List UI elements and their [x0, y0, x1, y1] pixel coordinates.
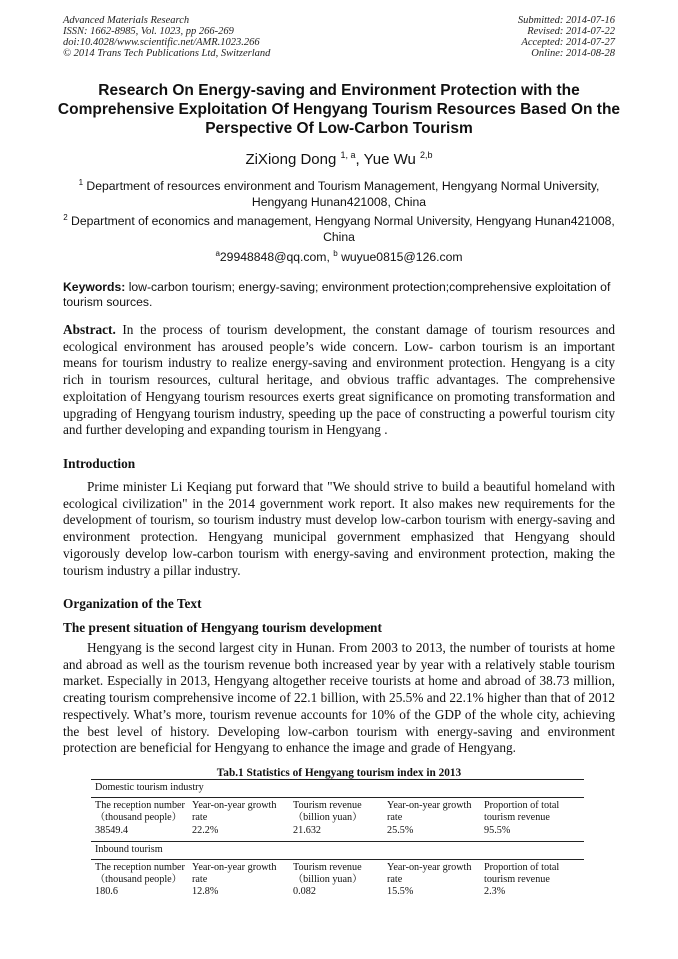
- date-online: Online: 2014-08-28: [531, 48, 615, 59]
- header-text: Proportion of total: [484, 800, 560, 811]
- author-emails: [60, 246, 618, 266]
- email-a[interactable]: 29948848@qq.com,: [219, 250, 334, 265]
- journal-doi: doi:10.4028/www.scientific.net/AMR.1023.266: [63, 37, 260, 48]
- journal-name: Advanced Materials Research: [63, 15, 190, 26]
- author-2-marker: 2,b: [420, 150, 433, 160]
- header-text: tourism revenue: [484, 874, 550, 885]
- header-text: Year-on-year growth: [192, 800, 277, 811]
- header-text: rate: [387, 812, 403, 823]
- table-section-inbound: Inbound tourism: [95, 844, 163, 855]
- introduction-section: [63, 479, 615, 579]
- header-text: Year-on-year growth: [387, 800, 472, 811]
- table-cell: 12.8%: [192, 886, 219, 897]
- affiliation-1-marker: 1: [78, 178, 84, 187]
- introduction-paragraph: Prime minister Li Keqiang put forward that "We should strive to build a beautiful homeland with ecological civilization" in the 2014 government work report. It also makes new requirements for the development of tourism, so tourism industry must develop low-carbon tourism with energy-saving and environment protection. Hengyang municipal government emphasized that Hengyang should vigorously develop low-carbon tourism with energy-saving and environment protection, making the tourism industry a pillar industry.: [63, 479, 615, 578]
- header-text: rate: [192, 812, 208, 823]
- date-revised: Revised: 2014-07-22: [527, 26, 615, 37]
- subsection-heading-present-situation: The present situation of Hengyang tourism development: [63, 620, 382, 635]
- paper-title: Research On Energy-saving and Environment Protection with the Comprehensive Exploitation Of Hengyang Tourism Resources Based On the Perspective Of Low-Carbon Tourism: [57, 82, 621, 137]
- keywords: [63, 280, 615, 310]
- table-rule: [91, 797, 584, 798]
- email-b-marker: b: [333, 249, 338, 258]
- email-b[interactable]: wuyue0815@126.com: [341, 250, 463, 265]
- header-text: Year-on-year growth: [192, 862, 277, 873]
- table-header-cell: [192, 800, 276, 824]
- header-text: （billion yuan）: [293, 812, 363, 823]
- table-rule: [91, 841, 584, 842]
- header-text: Tourism revenue: [293, 862, 362, 873]
- keywords-text: low-carbon tourism; energy-saving; environment protection;comprehensive exploitation of tourism sources.: [63, 280, 611, 309]
- table-header-cell: [387, 800, 471, 824]
- table-header-cell: [293, 862, 362, 886]
- affiliation-1: [60, 175, 618, 210]
- section-heading-organization: Organization of the Text: [63, 596, 202, 611]
- author-2: Yue Wu: [363, 151, 416, 168]
- header-text: Year-on-year growth: [387, 862, 472, 873]
- author-separator: ,: [355, 151, 364, 168]
- date-submitted: Submitted: 2014-07-16: [517, 15, 615, 26]
- table-header-cell: [484, 800, 559, 824]
- email-a-marker: a: [215, 249, 220, 258]
- journal-issn: ISSN: 1662-8985, Vol. 1023, pp 266-269: [63, 26, 234, 37]
- table-cell: 38549.4: [95, 825, 129, 836]
- table-header-cell: [387, 862, 471, 886]
- header-text: Proportion of total: [484, 862, 560, 873]
- author-line: [0, 150, 678, 168]
- present-situation-paragraph: Hengyang is the second largest city in Hunan. From 2003 to 2013, the number of tourists at home and abroad as well as the tourism revenue both increased year by year with a relatively stable tourism market. Especially in 2013, Hengyang altogether receive tourists at home and abroad of 38.73 million, creating tourism comprehensive income of 22.1 billion, with 25.5% and 22.1% higher than that of 2012 respectively. What’s more, tourism revenue accounts for 10% of the GDP of the whole city, achieving the best level of history. Developing low-carbon tourism with energy-saving and environment protection are beneficial for Hengyang to enhance the image and grade of Hengyang.: [63, 640, 615, 756]
- keywords-label: Keywords:: [63, 280, 126, 294]
- table-cell: 0.082: [293, 886, 316, 897]
- table-cell: 21.632: [293, 825, 322, 836]
- header-text: rate: [192, 874, 208, 885]
- affiliation-2-marker: 2: [63, 213, 68, 222]
- table-caption: Tab.1 Statistics of Hengyang tourism index in 2013: [216, 767, 462, 779]
- abstract-text: In the process of tourism development, the constant damage of tourism resources and ecological environment has aroused people’s wide concern. Low- carbon tourism is an important means for tourism industry to realize energy-saving and environment protection. Hengyang is a city rich in tourism resources, cultural heritage, and obvious traffic advantages. The comprehensive exploitation of Hengyang tourism resources exerts great significance on promoting transformation and upgrading of Hengyang tourism industry, speeding up the pace of constructing a powerful tourism city and further developing and expanding tourism in Hengyang .: [63, 322, 615, 438]
- table-cell: 180.6: [95, 886, 118, 897]
- abstract-label: Abstract.: [63, 322, 116, 337]
- table-rule: [91, 859, 584, 860]
- table-header-cell: [293, 800, 362, 824]
- header-text: （billion yuan）: [293, 874, 363, 885]
- table-top-rule: [91, 779, 584, 780]
- table-header-cell: [484, 862, 559, 886]
- table-cell: 15.5%: [387, 886, 414, 897]
- header-text: Tourism revenue: [293, 800, 362, 811]
- publication-dates: [518, 15, 615, 59]
- affiliation-2-text: Department of economics and management, Hengyang Normal University, Hengyang Hunan421008, China: [71, 214, 615, 244]
- table-cell: 22.2%: [192, 825, 219, 836]
- table-header-cell: [192, 862, 276, 886]
- affiliation-2: [60, 210, 618, 245]
- section-heading-introduction: Introduction: [63, 456, 136, 471]
- date-accepted: Accepted: 2014-07-27: [521, 37, 615, 48]
- header-text: The reception number: [95, 800, 185, 811]
- header-text: The reception number: [95, 862, 185, 873]
- table-cell: 25.5%: [387, 825, 414, 836]
- header-text: rate: [387, 874, 403, 885]
- table-section-domestic: Domestic tourism industry: [95, 782, 204, 793]
- header-text: （thousand people）: [95, 874, 182, 885]
- table-header-cell: [95, 800, 185, 824]
- header-text: （thousand people）: [95, 812, 182, 823]
- author-1: ZiXiong Dong: [245, 151, 337, 168]
- present-situation-section: [63, 640, 615, 757]
- journal-info: [63, 15, 270, 59]
- abstract: [63, 322, 615, 439]
- journal-copyright: © 2014 Trans Tech Publications Ltd, Switzerland: [63, 48, 271, 59]
- author-1-marker: 1, a: [340, 150, 356, 160]
- affiliation-1-text: Department of resources environment and Tourism Management, Hengyang Normal University, Hengyang Hunan421008, China: [86, 179, 600, 209]
- table-cell: 2.3%: [484, 886, 506, 897]
- table-cell: 95.5%: [484, 825, 511, 836]
- table-header-cell: [95, 862, 185, 886]
- header-text: tourism revenue: [484, 812, 550, 823]
